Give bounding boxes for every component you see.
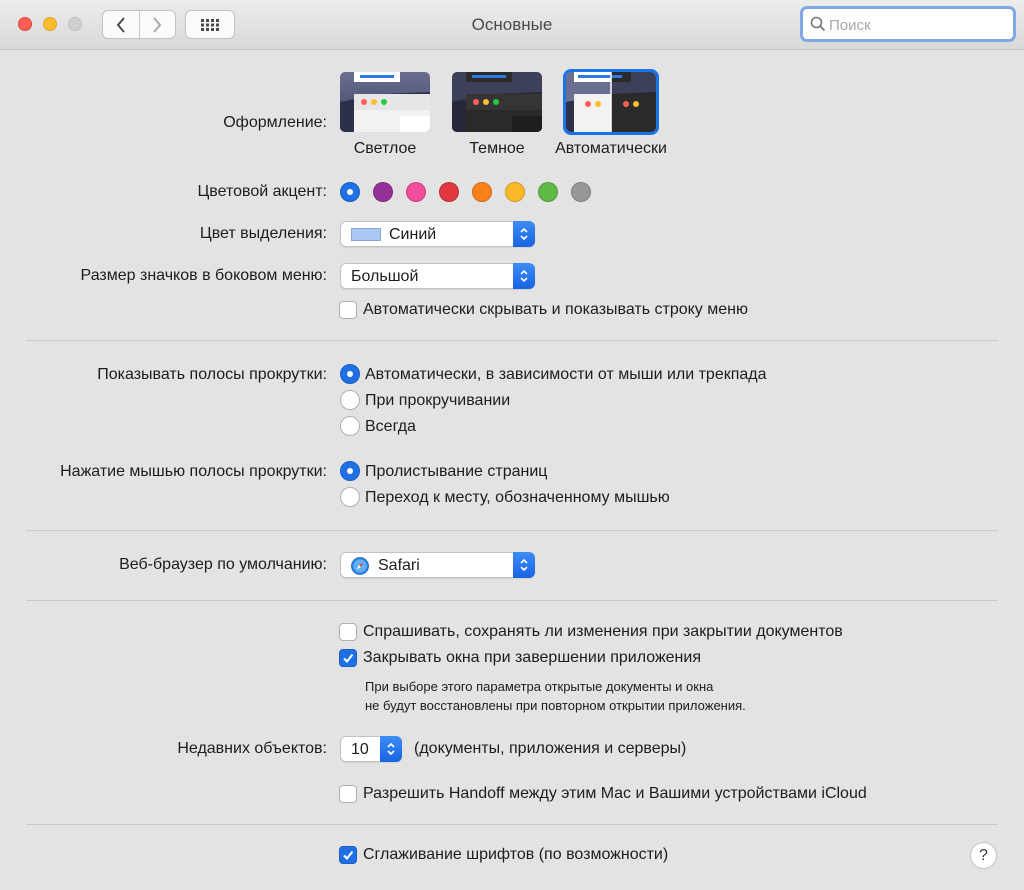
scroll-click-next-page-radio[interactable] [340, 461, 360, 481]
popup-arrows-icon [513, 552, 535, 578]
scrollbars-scrolling-label: При прокручивании [365, 392, 511, 409]
safari-icon [351, 557, 369, 575]
popup-arrows-icon [380, 736, 402, 762]
recent-items-popup[interactable] [340, 736, 402, 762]
font-smoothing-label: Сглаживание шрифтов (по возможности) [363, 846, 669, 863]
selected-dot [347, 189, 353, 195]
handoff-checkbox[interactable] [339, 785, 357, 803]
recent-items-label: Недавних объектов: [177, 740, 327, 757]
accent-swatch-orange[interactable] [472, 182, 492, 202]
checkmark-icon [342, 849, 354, 861]
accent-swatch-yellow[interactable] [505, 182, 525, 202]
appearance-auto-thumbnail[interactable] [566, 72, 656, 132]
checkmark-icon [342, 652, 354, 664]
scroll-click-jump-label: Переход к месту, обозначенному мышью [365, 489, 670, 506]
ask-save-label: Спрашивать, сохранять ли изменения при закрытии документов [363, 623, 843, 640]
scrollbars-scrolling-radio[interactable] [340, 390, 360, 410]
help-button[interactable]: ? [970, 842, 997, 869]
recent-items-suffix: (документы, приложения и серверы) [414, 740, 687, 757]
ask-save-checkbox[interactable] [339, 623, 357, 641]
accent-swatch-blue[interactable] [340, 182, 360, 202]
default-browser-value: Safari [378, 557, 420, 574]
font-smoothing-checkbox[interactable] [339, 846, 357, 864]
window-title: Основные [471, 15, 553, 34]
scrollbars-always-label: Всегда [365, 418, 416, 435]
popup-arrows-icon [513, 221, 535, 247]
accent-swatch-pink[interactable] [406, 182, 426, 202]
scrollbars-always-radio[interactable] [340, 416, 360, 436]
accent-swatch-green[interactable] [538, 182, 558, 202]
highlight-color-label: Цвет выделения: [199, 225, 327, 242]
titlebar [0, 0, 1024, 50]
light-mode-preview [340, 72, 430, 132]
separator [26, 340, 998, 341]
appearance-dark-thumbnail[interactable] [452, 72, 542, 132]
appearance-label: Оформление: [223, 114, 327, 131]
separator [26, 600, 998, 601]
default-browser-popup[interactable] [340, 552, 535, 578]
auto-hide-menu-checkbox[interactable] [339, 301, 357, 319]
scroll-click-jump-radio[interactable] [340, 487, 360, 507]
close-windows-label: Закрывать окна при завершении приложения [363, 649, 701, 666]
sidebar-icon-size-value: Большой [351, 268, 419, 285]
appearance-light-thumbnail[interactable] [340, 72, 430, 132]
auto-mode-preview [566, 72, 656, 132]
auto-hide-menu-label: Автоматически скрывать и показывать строку меню [363, 301, 748, 318]
accent-swatch-purple[interactable] [373, 182, 393, 202]
sidebar-icon-size-popup[interactable] [340, 263, 535, 289]
accent-swatch-red[interactable] [439, 182, 459, 202]
popup-arrows-icon [513, 263, 535, 289]
accent-swatch-graphite[interactable] [571, 182, 591, 202]
scroll-click-label: Нажатие мышью полосы прокрутки: [60, 463, 327, 480]
highlight-swatch [351, 228, 381, 241]
default-browser-label: Веб-браузер по умолчанию: [119, 556, 327, 573]
close-windows-note-line2: не будут восстановлены при повторном открытии приложения. [365, 698, 746, 713]
sidebar-icon-size-label: Размер значков в боковом меню: [80, 267, 327, 284]
search-input[interactable] [827, 12, 1011, 38]
handoff-label: Разрешить Handoff между этим Mac и Вашими устройствами iCloud [363, 785, 867, 802]
scrollbars-auto-label: Автоматически, в зависимости от мыши или трекпада [365, 366, 767, 383]
appearance-dark-label: Темное [469, 140, 525, 157]
scroll-click-next-page-label: Пролистывание страниц [365, 463, 548, 480]
highlight-color-value: Синий [389, 226, 437, 243]
close-windows-checkbox[interactable] [339, 649, 357, 667]
highlight-color-popup[interactable] [340, 221, 535, 247]
search-icon [810, 16, 826, 32]
scrollbars-auto-radio[interactable] [340, 364, 360, 384]
dark-mode-preview [452, 72, 542, 132]
separator [26, 530, 998, 531]
search-field[interactable] [800, 6, 1016, 42]
appearance-light-label: Светлое [353, 140, 417, 157]
separator [26, 824, 998, 825]
appearance-auto-label: Автоматически [555, 140, 667, 157]
close-windows-note-line1: При выборе этого параметра открытые документы и окна [365, 679, 714, 694]
show-scrollbars-label: Показывать полосы прокрутки: [97, 366, 327, 383]
recent-items-value: 10 [351, 741, 369, 758]
accent-color-label: Цветовой акцент: [197, 183, 327, 200]
